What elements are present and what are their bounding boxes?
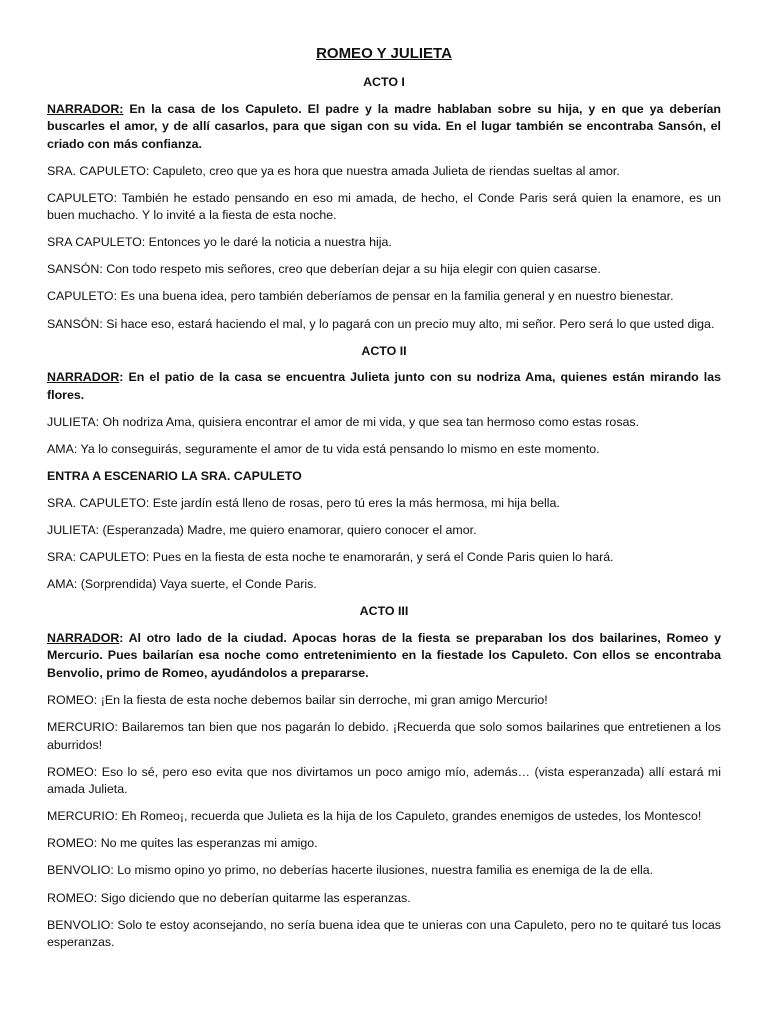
dialogue-line: BENVOLIO: Lo mismo opino yo primo, no deberías hacerte ilusiones, nuestra familia es enemiga de la de ella.	[47, 863, 654, 878]
dialogue-line: JULIETA: (Esperanzada) Madre, me quiero enamorar, quiero conocer el amor.	[47, 523, 477, 538]
dialogue-line: CAPULETO: Es una buena idea, pero también deberíamos de pensar en la familia general y en nuestro bienestar.	[47, 289, 674, 304]
act-heading: ACTO I	[363, 75, 405, 89]
document-page	[47, 44, 721, 961]
narrator-paragraph	[47, 369, 721, 404]
narrator-label: NARRADOR	[47, 370, 120, 385]
narrator-label: NARRADOR	[47, 630, 120, 645]
narrator-text: : Al otro lado de la ciudad. Apocas horas de la fiesta se preparaban los dos bailarines, Romeo y Mercurio. Pues bailarían esa noche como entretenimiento en la fiestade los Capuleto. Con ellos se encontraba Benvolio, primo de Romeo, ayudándolos a prepararse.	[47, 630, 721, 680]
act-section	[47, 74, 721, 333]
act-heading: ACTO III	[359, 604, 409, 619]
narrator-text: En la casa de los Capuleto. El padre y la madre hablaban sobre su hija, y en que ya deberían buscarles el amor, y de allí casarlos, para que sigan con su vida. En el lugar también se encontraba Sansón, el criado con más confianza.	[47, 101, 721, 151]
dialogue-line: JULIETA: Oh nodriza Ama, quisiera encontrar el amor de mi vida, y que sea tan hermoso como estas rosas.	[47, 414, 640, 429]
dialogue-line: MERCURIO: Eh Romeo¡, recuerda que Julieta es la hija de los Capuleto, grandes enemigos de ustedes, los Montesco!	[47, 809, 702, 824]
dialogue-line: AMA: (Sorprendida) Vaya suerte, el Conde Paris.	[47, 577, 317, 592]
dialogue-line: AMA: Ya lo conseguirás, seguramente el amor de tu vida está pensando lo mismo en este momento.	[47, 441, 600, 456]
dialogue-line: CAPULETO: También he estado pensando en eso mi amada, de hecho, el Conde Paris será quien la enamore, es un buen muchacho. Y lo invité a la fiesta de esta noche.	[47, 190, 721, 223]
acts-container	[47, 74, 721, 952]
stage-direction: ENTRA A ESCENARIO LA SRA. CAPULETO	[47, 468, 302, 483]
dialogue-line: SANSÓN: Con todo respeto mis señores, creo que deberían dejar a su hija elegir con quien casarse.	[47, 262, 601, 277]
dialogue-line: SRA. CAPULETO: Capuleto, creo que ya es hora que nuestra amada Julieta de riendas sueltas al amor.	[47, 163, 620, 178]
dialogue-line: SRA: CAPULETO: Pues en la fiesta de esta noche te enamorarán, y será el Conde Paris quien lo hará.	[47, 550, 614, 565]
dialogue-line: MERCURIO: Bailaremos tan bien que nos pagarán lo debido. ¡Recuerda que solo somos bailarines que entretienen a los aburridos!	[47, 720, 721, 752]
act-section	[47, 343, 721, 594]
dialogue-line: SANSÓN: Si hace eso, estará haciendo el mal, y lo pagará con un precio muy alto, mi señor. Pero será lo que usted diga.	[47, 316, 715, 331]
narrator-paragraph	[47, 630, 721, 683]
act-heading: ACTO II	[361, 343, 407, 358]
narrator-label: NARRADOR:	[47, 101, 124, 116]
dialogue-line: SRA. CAPULETO: Este jardín está lleno de rosas, pero tú eres la más hermosa, mi hija bella.	[47, 496, 560, 511]
narrator-text: : En el patio de la casa se encuentra Julieta junto con su nodriza Ama, quienes están mirando las flores.	[47, 370, 721, 402]
act-section	[47, 603, 721, 951]
dialogue-line: SRA CAPULETO: Entonces yo le daré la noticia a nuestra hija.	[47, 235, 392, 250]
dialogue-line: ROMEO: No me quites las esperanzas mi amigo.	[47, 836, 318, 851]
dialogue-line: ROMEO: Eso lo sé, pero eso evita que nos divirtamos un poco amigo mío, además… (vista esperanzada) allí estará mi amada Julieta.	[47, 764, 721, 797]
dialogue-line: BENVOLIO: Solo te estoy aconsejando, no sería buena idea que te unieras con una Capuleto, pero no te quitaré tus locas esperanzas.	[47, 917, 721, 950]
document-title: ROMEO Y JULIETA	[316, 45, 452, 62]
narrator-paragraph	[47, 101, 721, 154]
dialogue-line: ROMEO: Sigo diciendo que no deberían quitarme las esperanzas.	[47, 890, 411, 905]
dialogue-line: ROMEO: ¡En la fiesta de esta noche debemos bailar sin derroche, mi gran amigo Mercurio!	[47, 693, 548, 707]
